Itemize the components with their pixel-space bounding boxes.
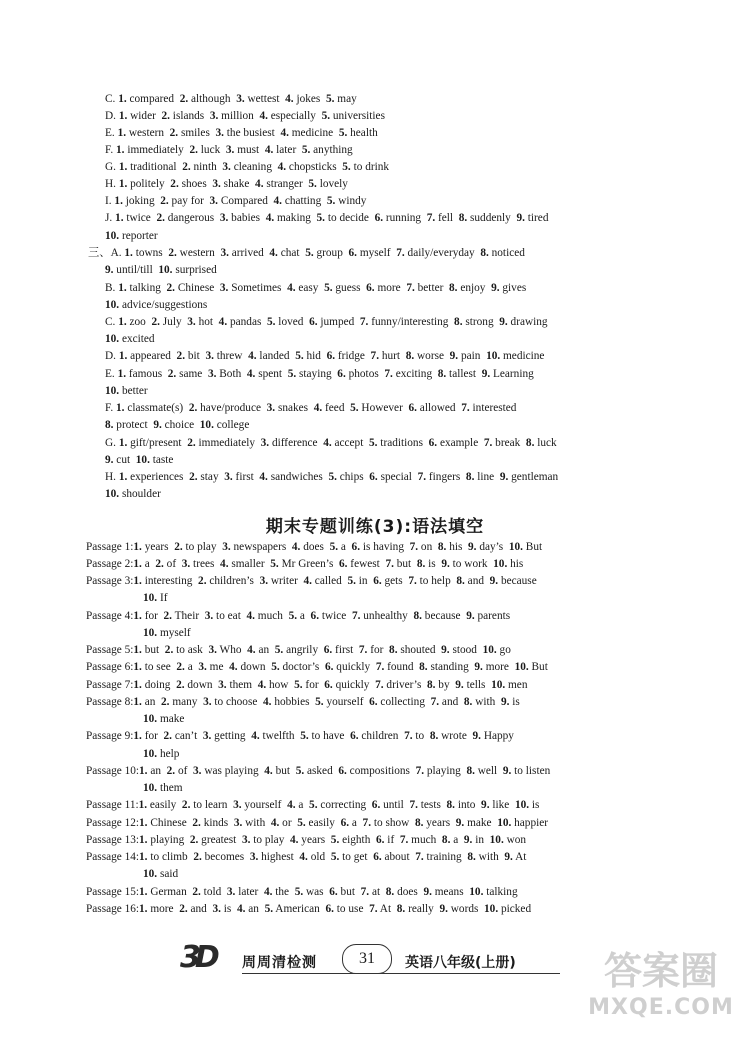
answer-line: Passage 7:1. doing 2. down 3. them 4. how 5. for 6. quickly 7. driver’s 8. by 9. tells 10. men [86, 679, 528, 691]
answer-line: C. 1. zoo 2. July 3. hot 4. pandas 5. loved 6. jumped 7. funny/interesting 8. strong 9. drawing [105, 316, 548, 328]
page-number: 31 [342, 944, 392, 974]
answer-line: Passage 12:1. Chinese 2. kinds 3. with 4. or 5. easily 6. a 7. to show 8. years 9. make 10. happier [86, 817, 549, 829]
answer-line: 三、A. 1. towns 2. western 3. arrived 4. chat 5. group 6. myself 7. daily/everyday 8. noticed [88, 247, 525, 259]
watermark-text: 答案圈 [603, 949, 718, 993]
answer-line: G. 1. gift/present 2. immediately 3. difference 4. accept 5. traditions 6. example 7. break 8. luck [105, 437, 557, 449]
answer-line: 10. shoulder [105, 488, 161, 500]
answer-line: 10. If [143, 592, 168, 604]
answer-line: Passage 2:1. a 2. of 3. trees 4. smaller 5. Mr Green’s 6. fewest 7. but 8. is 9. to work 10. his [86, 558, 524, 570]
brand-name: 周周清检测 [242, 955, 317, 971]
answer-line: 10. excited [105, 333, 155, 345]
answer-line: 8. protect 9. choice 10. college [105, 419, 250, 431]
answer-line: H. 1. politely 2. shoes 3. shake 4. stranger 5. lovely [105, 178, 348, 190]
answer-line: Passage 14:1. to climb 2. becomes 3. highest 4. old 5. to get 6. about 7. training 8. with 9. At [86, 851, 527, 863]
answer-line: E. 1. western 2. smiles 3. the busiest 4. medicine 5. health [105, 127, 378, 139]
answer-line: Passage 11:1. easily 2. to learn 3. yourself 4. a 5. correcting 6. until 7. tests 8. into 9. like 10. is [86, 799, 540, 811]
answer-line: 10. advice/suggestions [105, 299, 208, 311]
answer-line: Passage 15:1. German 2. told 3. later 4. the 5. was 6. but 7. at 8. does 9. means 10. talking [86, 886, 518, 898]
answer-line: Passage 1:1. years 2. to play 3. newspapers 4. does 5. a 6. is having 7. on 8. his 9. day’s 10. But [86, 541, 543, 553]
answer-line: I. 1. joking 2. pay for 3. Compared 4. chatting 5. windy [105, 195, 367, 207]
answer-line: 10. better [105, 385, 148, 397]
answer-line: 9. cut 10. taste [105, 454, 174, 466]
answer-line: B. 1. talking 2. Chinese 3. Sometimes 4. easy 5. guess 6. more 7. better 8. enjoy 9. gives [105, 282, 527, 294]
answer-line: H. 1. experiences 2. stay 3. first 4. sandwiches 5. chips 6. special 7. fingers 8. line 9. gentleman [105, 471, 559, 483]
answer-line: 10. make [143, 713, 185, 725]
section-title: 期末专题训练(3):语法填空 [265, 517, 485, 537]
brand-logo: 3D [180, 940, 214, 975]
answer-line: Passage 13:1. playing 2. greatest 3. to play 4. years 5. eighth 6. if 7. much 8. a 9. in 10. won [86, 834, 527, 846]
answer-line: 10. help [143, 748, 180, 760]
answer-line: Passage 10:1. an 2. of 3. was playing 4. but 5. asked 6. compositions 7. playing 8. well 9. to listen [86, 765, 551, 777]
footer-rule [242, 973, 560, 974]
book-title: 英语八年级(上册) [405, 955, 516, 971]
answer-line: F. 1. classmate(s) 2. have/produce 3. snakes 4. feed 5. However 6. allowed 7. interested [105, 402, 517, 414]
answer-line: D. 1. appeared 2. bit 3. threw 4. landed 5. hid 6. fridge 7. hurt 8. worse 9. pain 10. medicine [105, 350, 545, 362]
answer-line: Passage 8:1. an 2. many 3. to choose 4. hobbies 5. yourself 6. collecting 7. and 8. with 9. is [86, 696, 520, 708]
answer-line: 10. said [143, 868, 179, 880]
answer-line: E. 1. famous 2. same 3. Both 4. spent 5. staying 6. photos 7. exciting 8. tallest 9. Learning [105, 368, 534, 380]
answer-line: Passage 6:1. to see 2. a 3. me 4. down 5. doctor’s 6. quickly 7. found 8. standing 9. more 10. But [86, 661, 548, 673]
answer-line: 10. myself [143, 627, 191, 639]
answer-line: J. 1. twice 2. dangerous 3. babies 4. making 5. to decide 6. running 7. fell 8. suddenly 9. tired [105, 212, 549, 224]
watermark [586, 948, 736, 1038]
answer-line: Passage 3:1. interesting 2. children’s 3. writer 4. called 5. in 6. gets 7. to help 8. and 9. because [86, 575, 537, 587]
answer-line: 10. reporter [105, 230, 158, 242]
answer-line: Passage 5:1. but 2. to ask 3. Who 4. an 5. angrily 6. first 7. for 8. shouted 9. stood 10. go [86, 644, 511, 656]
answer-line: Passage 9:1. for 2. can’t 3. getting 4. twelfth 5. to have 6. children 7. to 8. wrote 9. Happy [86, 730, 514, 742]
answer-line: 9. until/till 10. surprised [105, 264, 217, 276]
answer-line: D. 1. wider 2. islands 3. million 4. especially 5. universities [105, 110, 385, 122]
answer-line: Passage 16:1. more 2. and 3. is 4. an 5. American 6. to use 7. At 8. really 9. words 10. picked [86, 903, 532, 915]
answer-line: G. 1. traditional 2. ninth 3. cleaning 4. chopsticks 5. to drink [105, 161, 390, 173]
answer-line: C. 1. compared 2. although 3. wettest 4. jokes 5. may [105, 93, 357, 105]
watermark-url: MXQE.COM [588, 995, 734, 1020]
answer-line: F. 1. immediately 2. luck 3. must 4. later 5. anything [105, 144, 353, 156]
answer-line: Passage 4:1. for 2. Their 3. to eat 4. much 5. a 6. twice 7. unhealthy 8. because 9. parents [86, 610, 511, 622]
page-footer [180, 940, 570, 980]
answer-line: 10. them [143, 782, 183, 794]
